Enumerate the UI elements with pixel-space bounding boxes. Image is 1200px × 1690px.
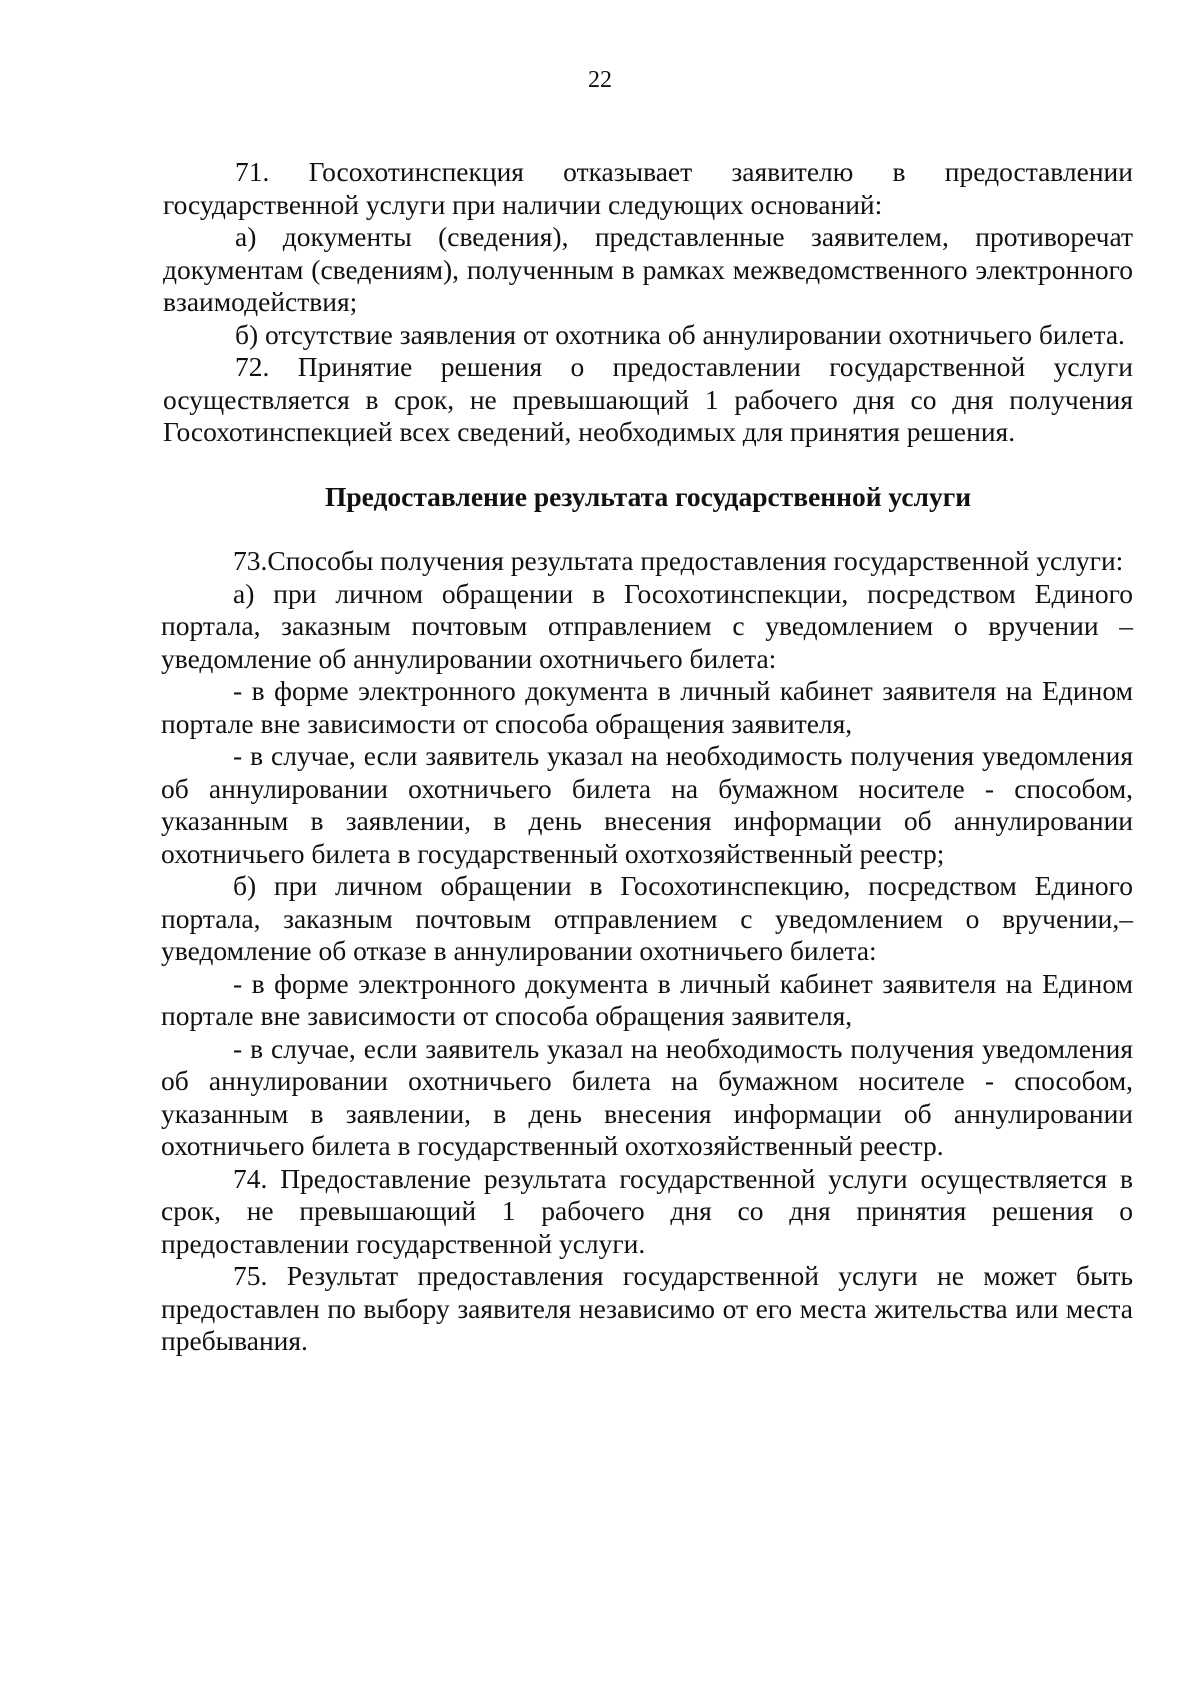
paragraph-73-a-2: - в случае, если заявитель указал на необходимость получения уведомления об аннулировании охотничьего билета на бумажном носителе - способом, указанным в заявлении, в день внесения информации об аннулировании охотничьего билета в государственный охотхозяйственный реестр;	[161, 740, 1133, 869]
section-refusal-grounds	[163, 156, 1133, 449]
document-body	[163, 156, 1133, 1358]
paragraph-73: 73.Способы получения результата предоставления государственной услуги:	[233, 545, 1124, 576]
paragraph-71-b: б) отсутствие заявления от охотника об аннулировании охотничьего билета.	[235, 318, 1125, 350]
paragraph-73-a-1: - в форме электронного документа в личный кабинет заявителя на Едином портале вне зависимости от способа обращения заявителя,	[161, 675, 1133, 739]
paragraph-73-a: а) при личном обращении в Госохотинспекции, посредством Единого портала, заказным почтовым отправлением с уведомлением о вручении – уведомление об аннулировании охотничьего билета:	[161, 577, 1133, 674]
paragraph-73-b: б) при личном обращении в Госохотинспекцию, посредством Единого портала, заказным почтовым отправлением с уведомлением о вручении,– уведомление об отказе в аннулировании охотничьего билета:	[161, 870, 1133, 966]
paragraph-75: 75. Результат предоставления государственной услуги не может быть предоставлен по выбору заявителя независимо от его места жительства или места пребывания.	[161, 1260, 1133, 1356]
section-heading-wrap	[163, 481, 1133, 514]
paragraph-73-b-1: - в форме электронного документа в личный кабинет заявителя на Едином портале вне зависимости от способа обращения заявителя,	[161, 967, 1133, 1031]
paragraph-72: 72. Принятие решения о предоставлении государственной услуги осуществляется в срок, не превышающий 1 рабочего дня со дня получения Госохотинспекцией всех сведений, необходимых для принятия решения.	[163, 351, 1133, 447]
paragraph-71: 71. Госохотинспекция отказывает заявителю в предоставлении государственной услуги при наличии следующих оснований:	[163, 156, 1133, 220]
paragraph-74: 74. Предоставление результата государственной услуги осуществляется в срок, не превышающий 1 рабочего дня со дня принятия решения о предоставлении государственной услуги.	[161, 1162, 1133, 1259]
section-heading: Предоставление результата государственной услуги	[324, 480, 972, 512]
section-result-delivery	[161, 545, 1133, 1358]
paragraph-71-a: а) документы (сведения), представленные заявителем, противоречат документам (сведениям), полученным в рамках межведомственного электронного взаимодействия;	[163, 221, 1133, 317]
paragraph-73-b-2: - в случае, если заявитель указал на необходимость получения уведомления об аннулировании охотничьего билета на бумажном носителе - способом, указанным в заявлении, в день внесения информации об аннулировании охотничьего билета в государственный охотхозяйственный реестр.	[161, 1032, 1133, 1161]
page-number: 22	[588, 67, 612, 93]
